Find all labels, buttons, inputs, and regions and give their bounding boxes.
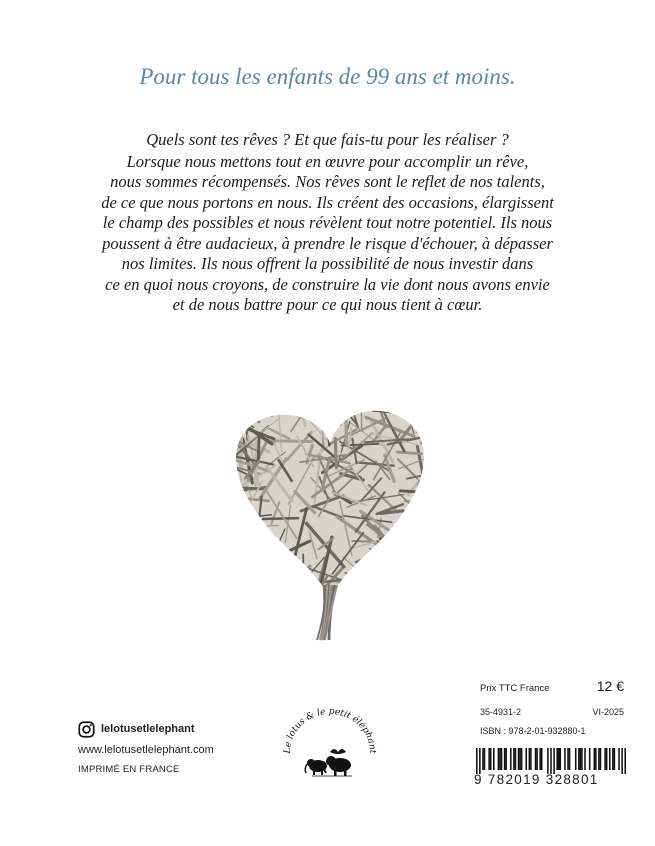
twig [247,541,264,550]
twig [238,564,263,585]
twig [381,588,408,607]
price-label: Prix TTC France [480,683,550,694]
twig [414,570,433,587]
barcode-bar [594,748,596,770]
barcode-bar [595,748,597,770]
back-cover-blurb [40,130,615,316]
twig [237,417,254,428]
barcode-bar [624,748,626,774]
barcode-bar [553,748,555,774]
barcode-bar [612,748,614,770]
isbn-text: ISBN : 978-2-01-932880-1 [480,726,630,736]
twig [293,570,311,612]
barcode-bar [580,748,582,770]
barcode-bar [529,748,531,770]
barcode-bar [515,748,517,770]
twig [226,583,237,609]
twig [304,389,348,415]
barcode-bar [547,748,549,774]
twig [298,413,338,416]
barcode-bar [499,748,501,770]
blurb-line: poussent à être audacieux, à prendre le risque d'échouer, à dépasser [40,234,615,255]
twig [263,393,302,416]
barcode-bar [564,748,566,770]
twig [360,401,379,408]
twig [263,518,298,519]
barcode-bar [589,748,591,770]
barcode-bar [614,748,616,770]
twig [227,455,236,489]
barcode-bar [505,748,507,770]
twig [412,388,429,414]
barcode-bar [488,748,490,770]
barcode-bar [609,748,611,770]
twig [428,566,430,608]
twig [391,585,437,599]
twig [393,559,411,564]
twig [393,556,429,564]
barcode-bar [484,748,486,770]
twig [232,525,268,567]
twig [405,501,438,505]
price-barcode-box [470,678,630,736]
logo-text: Le lotus & le petit éléphant [283,707,377,755]
twig [228,528,235,575]
barcode-bar [490,748,492,770]
barcode-bar [556,748,558,770]
twig [338,582,379,594]
barcode-bar [539,748,541,770]
twig [227,574,274,594]
barcode-bar [598,748,600,770]
twig [282,584,318,607]
twig [233,552,266,560]
barcode-bar [501,748,503,770]
twig [254,542,263,559]
barcode-bar [621,748,623,774]
twig [221,546,249,586]
barcode-bar [513,748,515,770]
twig [226,567,265,603]
twig [243,385,249,430]
blurb-line: et de nous battre pour ce qui nous tient à cœur. [40,295,615,316]
tagline: Pour tous les enfants de 99 ans et moins. [0,64,655,90]
twig [345,573,385,599]
barcode-bar [558,748,560,770]
twig [259,539,268,580]
barcode-bar [618,748,620,770]
barcode [470,746,630,846]
twig [239,405,262,420]
twig [377,541,406,567]
barcode-bar [581,748,583,770]
twig [416,411,434,422]
twig [377,559,385,611]
twig [220,406,257,408]
barcode-bar [550,748,552,774]
twig [267,441,312,442]
barcode-bar [567,748,569,770]
blurb-line: Lorsque nous mettons tout en œuvre pour accomplir un rêve, [40,152,615,173]
barcode-bar [530,748,532,770]
twig [343,557,382,591]
product-code: 35-4931-2 [480,707,521,717]
twig [241,559,251,592]
barcode-bar [525,748,527,770]
svg-text:Le lotus & le petit éléphant [283,707,377,755]
twig-heart-illustration [220,385,440,645]
twig [361,577,409,590]
blurb-line: nos limites. Ils nous offrent la possibilité de nous investir dans [40,254,615,275]
twig [238,385,275,421]
twig [372,404,427,409]
barcode-bar [504,748,506,770]
twig [415,508,431,535]
printed-in-label: IMPRIMÉ EN FRANCE [78,764,214,775]
barcode-bar [519,748,521,770]
twig [266,552,269,591]
instagram-handle[interactable]: lelotusetlelephant [101,723,195,735]
twig [397,564,417,616]
barcode-bar [575,748,577,770]
twig [252,556,261,572]
edition-code: VI-2025 [592,707,624,717]
barcode-bar [498,748,500,770]
twig [419,508,436,553]
twig [395,531,427,545]
blurb-question: Quels sont tes rêves ? Et que fais-tu pour les réaliser ? [40,130,615,151]
barcode-bar [535,748,537,770]
twig [335,439,336,468]
price-value: 12 € [597,678,624,694]
barcode-bar [606,748,608,770]
blurb-line: nous sommes récompensés. Nos rêves sont le reflet de nos talents, [40,172,615,193]
twig [392,573,403,609]
barcode-bar [476,748,478,774]
barcode-digits: 9 782019 328801 [474,772,630,787]
barcode-bar [569,748,571,770]
instagram-icon[interactable] [78,721,95,738]
twig [245,563,263,596]
barcode-bar [518,748,520,770]
twig [290,566,310,586]
barcode-bar [604,748,606,770]
twig [258,434,259,462]
barcode-bar [536,748,538,770]
publisher-contact [78,718,214,775]
twig [238,387,289,415]
barcode-bar [600,748,602,770]
twig [317,396,341,425]
twig [225,523,250,532]
twig [405,543,440,555]
twig [397,452,421,454]
twig [234,405,259,422]
twig [383,554,391,611]
blurb-line: le champ des possibles et nous révèlent tout notre potentiel. Ils nous [40,213,615,234]
twig [421,419,427,444]
twig [303,416,337,421]
website-link[interactable]: www.lelotusetlelephant.com [78,744,214,756]
twig [243,488,262,489]
twig [257,557,264,590]
twig [223,516,249,528]
barcode-bar [560,748,562,770]
barcode-bar [510,748,512,770]
barcode-bar [482,748,484,770]
barcode-bar [479,748,481,774]
barcode-bar [584,748,586,770]
twig [370,549,400,563]
barcode-bar [493,748,495,770]
twig [230,391,272,416]
twig [410,557,437,563]
twig [228,535,238,580]
twig [273,401,320,410]
blurb-line: de ce que nous portons en nous. Ils créent des occasions, élargissent [40,193,615,214]
blurb-line: ce en quoi nous croyons, de construire la vie dont nous avons envie [40,275,615,296]
publisher-logo [278,700,382,784]
barcode-bar [578,748,580,770]
twig [229,488,231,506]
barcode-bar [521,748,523,770]
barcode-bar [541,748,543,770]
